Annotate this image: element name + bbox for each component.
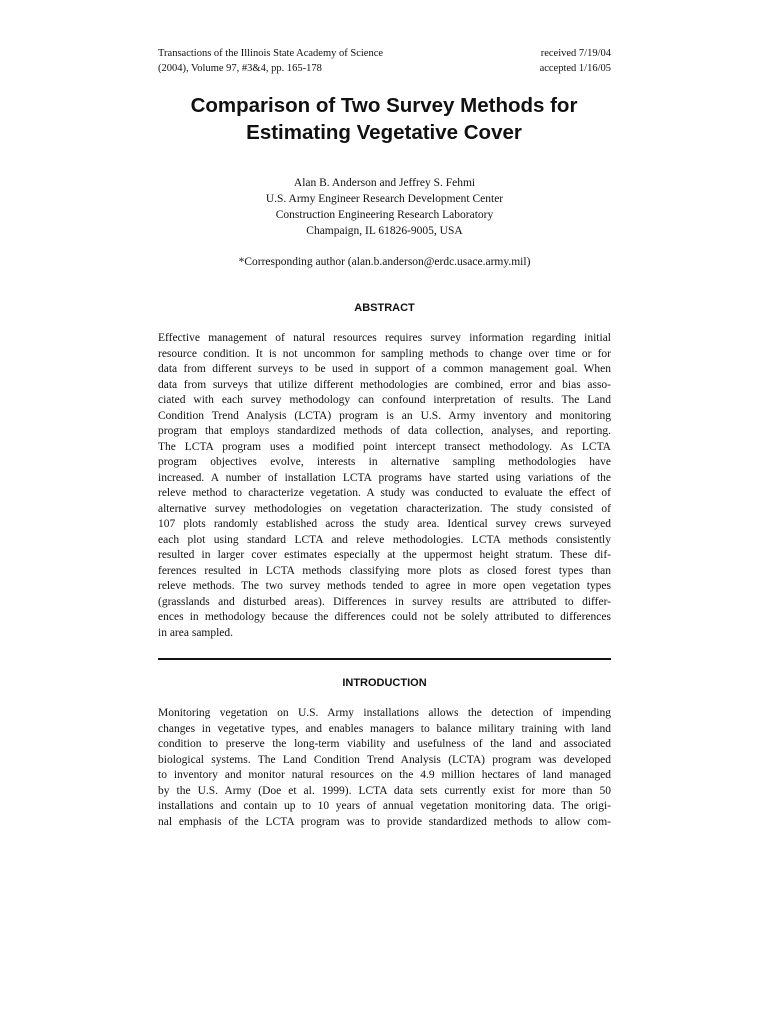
abstract-line: Condition Trend Analysis (LCTA) program is an U.S. Army inventory and monitoring [158,409,611,422]
abstract-line: increased. A number of installation LCTA programs have started using variations of the [158,471,611,484]
introduction-line: biological systems. The Land Condition Trend Analysis (LCTA) program was developed [158,753,611,766]
abstract-line: ciated with each survey methodology can confound interpretation of results. The Land [158,394,611,406]
abstract-line: ferences resulted in LCTA methods classifying more plots as closed forest types than [158,564,611,577]
paper-title-line1: Comparison of Two Survey Methods for [190,94,578,117]
author-block [158,175,611,239]
abstract-line: data from different surveys to be used in support of a common management goal. When [158,363,611,375]
abstract-line: program that employs standardized methods of data collection, analyses, and reporting. [158,425,611,437]
corresponding-author: *Corresponding author (alan.b.anderson@erdc.usace.army.mil) [238,256,531,268]
introduction-line: nal emphasis of the LCTA program was to provide standardized methods to allow com- [158,815,611,828]
abstract-line: ences in methodology because the differences could not be solely attributed to differences [158,611,611,623]
header-row-1 [158,46,611,61]
section-divider [158,658,611,660]
introduction-body [158,706,611,830]
accepted-date: accepted 1/16/05 [539,63,611,74]
introduction-line: by the U.S. Army (Doe et al. 1999). LCTA data sets currently exist for more than 50 [158,784,611,797]
abstract-line: 107 plots randomly established across the study area. Identical survey crews surveyed [158,518,611,530]
paper-title [120,92,648,146]
abstract-line: data from surveys that utilize different methodologies are combined, error and bias asso- [158,378,611,391]
abstract-line: (grasslands and disturbed areas). Differences in survey results are attributed to differ- [158,595,611,608]
introduction-line: Monitoring vegetation on U.S. Army installations allows the detection of impending [158,707,611,719]
journal-citation-line2: (2004), Volume 97, #3&4, pp. 165-178 [158,63,322,74]
introduction-line: condition to preserve the long-term viability and usefulness of the land and associated [158,738,611,750]
affiliation-line2: Construction Engineering Research Laboratory [275,209,494,221]
introduction-line: changes in vegetative types, and enables managers to balance military training with land [158,722,611,735]
abstract-heading: ABSTRACT [354,302,415,314]
author-names: Alan B. Anderson and Jeffrey S. Fehmi [293,177,476,189]
abstract-line: resource condition. It is not uncommon for sampling methods to change over time or for [158,347,611,360]
introduction-line: installations and contain up to 10 years of annual vegetation monitoring data. The origi- [158,800,611,812]
abstract-line: Effective management of natural resources requires survey information regarding initial [158,332,611,344]
abstract-line: program objectives evolve, interests in alternative sampling methodologies have [158,456,611,468]
affiliation-line1: U.S. Army Engineer Research Development Center [265,193,504,205]
introduction-line: to inventory and monitor natural resources on the 4.9 million hectares of land managed [158,769,611,781]
abstract-line: each plot using standard LCTA and releve methodologies. LCTA methods consistently [158,533,611,546]
header-row-2 [158,61,611,76]
paper-title-line2: Estimating Vegetative Cover [246,121,522,144]
received-date: received 7/19/04 [540,48,611,59]
introduction-heading: INTRODUCTION [342,677,427,689]
abstract-line: in area sampled. [158,626,234,639]
abstract-line: releve methods. The two survey methods tended to agree in more open vegetation types [158,580,611,592]
abstract-line: resulted in larger cover estimates especially at the uppermost height stratum. These dif- [158,549,611,561]
journal-citation-line1: Transactions of the Illinois State Academy of Science [158,48,384,59]
abstract-body [158,331,611,641]
abstract-line: alternative survey methodologies on vegetation characterization. The study consisted of [158,502,611,515]
author-address: Champaign, IL 61826-9005, USA [306,225,463,237]
abstract-line: releve method to characterize vegetation. A study was conducted to evaluate the effect of [158,487,611,499]
journal-header [158,46,611,76]
abstract-line: The LCTA program uses a modified point intercept transect methodology. As LCTA [158,440,611,453]
